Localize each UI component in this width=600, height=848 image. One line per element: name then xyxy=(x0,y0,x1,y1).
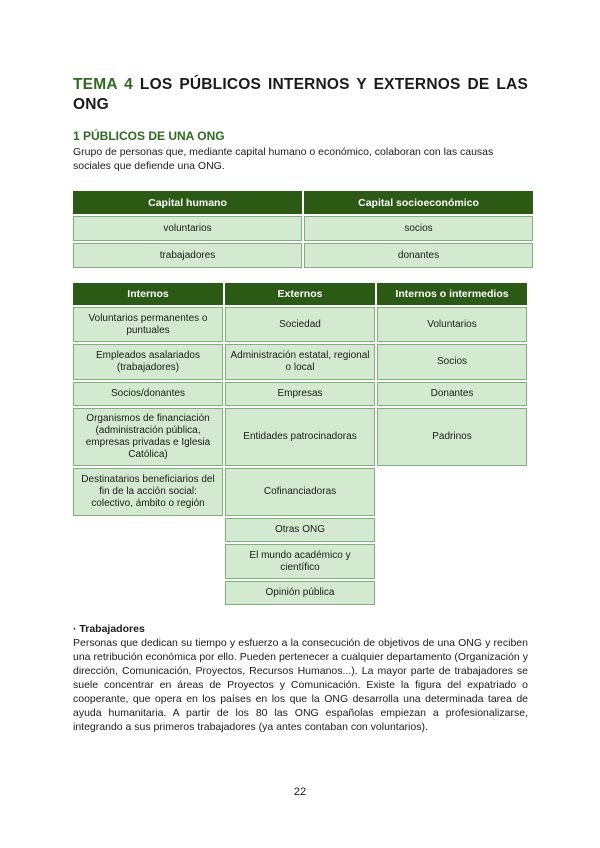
empty-cell xyxy=(377,581,527,605)
table-cell: Destinatarios beneficiarios del fin de la acción social: colectivo, ámbito o región xyxy=(73,468,223,516)
table-cell: Opinión pública xyxy=(225,581,375,605)
table-header-cell: Internos xyxy=(73,283,223,305)
table-cell: Cofinanciadoras xyxy=(225,468,375,516)
table-cell: Administración estatal, regional o local xyxy=(225,344,375,380)
table-header-row xyxy=(73,283,527,305)
table-cell: Sociedad xyxy=(225,307,375,342)
table-row xyxy=(73,581,527,605)
table-cell: Entidades patrocinadoras xyxy=(225,408,375,466)
table-cell: Donantes xyxy=(377,382,527,406)
table-cell: donantes xyxy=(304,243,533,268)
page-number: 22 xyxy=(293,786,307,798)
empty-cell xyxy=(377,544,527,579)
table-row xyxy=(73,382,527,406)
table-row xyxy=(73,468,527,516)
title-tema: TEMA 4 xyxy=(73,76,133,93)
trabajadores-section xyxy=(73,622,528,734)
table-header-cell: Capital humano xyxy=(73,191,302,214)
table-header-cell: Internos o intermedios xyxy=(377,283,527,305)
table-cell: voluntarios xyxy=(73,216,302,241)
table-row xyxy=(73,408,527,466)
table-row xyxy=(73,344,527,380)
table-cell: Organismos de financiación (administración pública, empresas privadas e Iglesia Católica) xyxy=(73,408,223,466)
empty-cell xyxy=(377,518,527,542)
table-row xyxy=(73,544,527,579)
table-cell: Otras ONG xyxy=(225,518,375,542)
table-header-cell: Externos xyxy=(225,283,375,305)
table-row xyxy=(73,307,527,342)
empty-cell xyxy=(73,518,223,542)
table-cell: Voluntarios xyxy=(377,307,527,342)
table-cell: Socios/donantes xyxy=(73,382,223,406)
table-cell: socios xyxy=(304,216,533,241)
title-text: LOS PÚBLICOS INTERNOS Y EXTERNOS DE LAS ONG xyxy=(73,76,528,113)
trabajadores-paragraph: Personas que dedican su tiempo y esfuerzo a la consecución de objetivos de una ONG y reciben una retribución económica por ello. Pueden pertenecer a cualquier departamento (Organización y dirección, Comunicación, Proyectos, Recursos Humanos...). La mayor parte de trabajadores se suele concentrar en áreas de Proyectos y Comunicación. Existe la figura del expatriado o cooperante, que opera en los países en los que la ONG desarrolla una determinada tarea de ayuda humanitaria. A partir de los 80 las ONG españolas empiezan a profesionalizarse, integrando a sus primeros trabajadores (ya antes contaban con voluntarios). xyxy=(73,637,528,733)
section-intro: Grupo de personas que, mediante capital humano o económico, colaboran con las causas sociales que defiende una ONG. xyxy=(73,146,494,172)
trabajadores-label: · Trabajadores xyxy=(73,623,145,635)
section-heading: 1 PÚBLICOS DE UNA ONG xyxy=(73,129,225,143)
table-header-row xyxy=(73,191,533,214)
table-header-cell: Capital socioeconómico xyxy=(304,191,533,214)
table-cell: Voluntarios permanentes o puntuales xyxy=(73,307,223,342)
capital-table xyxy=(71,189,535,270)
table-cell: Padrinos xyxy=(377,408,527,466)
table-cell: Empleados asalariados (trabajadores) xyxy=(73,344,223,380)
table-cell: Empresas xyxy=(225,382,375,406)
empty-cell xyxy=(377,468,527,516)
page-title xyxy=(73,75,528,115)
empty-cell xyxy=(73,544,223,579)
table-row xyxy=(73,518,527,542)
table-cell: Socios xyxy=(377,344,527,380)
table-cell: El mundo académico y científico xyxy=(225,544,375,579)
publics-table xyxy=(71,281,529,607)
table-row xyxy=(73,243,533,268)
empty-cell xyxy=(73,581,223,605)
table-cell: trabajadores xyxy=(73,243,302,268)
table-row xyxy=(73,216,533,241)
